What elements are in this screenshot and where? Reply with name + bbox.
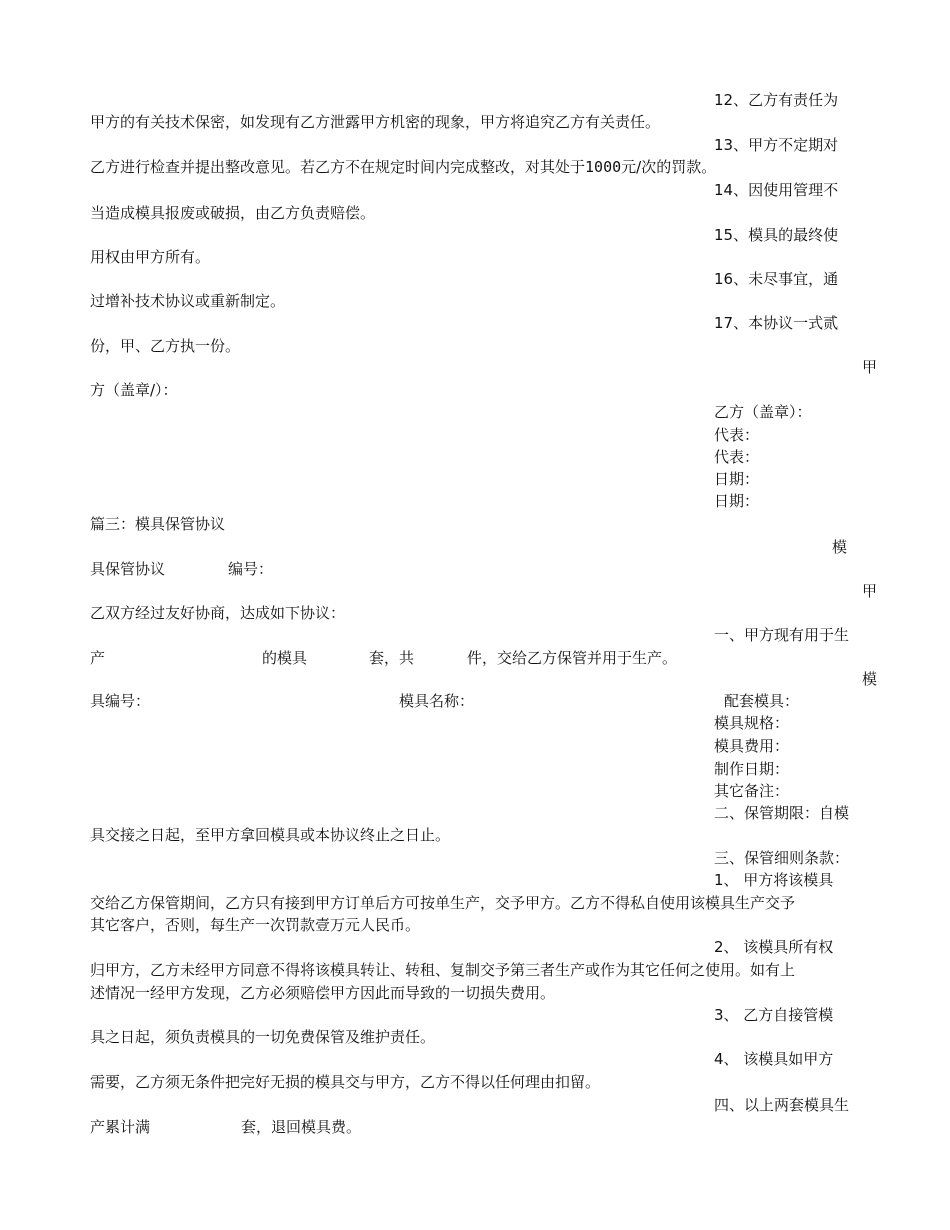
item-1-sets: 套，共	[369, 649, 415, 667]
mold-spec-label: 模具规格：	[714, 714, 790, 732]
representative-b: 代表：	[714, 448, 760, 466]
representative-a: 代表：	[714, 426, 760, 444]
item-3-heading: 三、保管细则条款：	[714, 849, 850, 867]
clause-13-heading: 13、甲方不定期对	[714, 136, 839, 154]
item-1-chan: 产	[90, 649, 106, 667]
item-2-heading: 二、保管期限：自模	[714, 804, 850, 822]
number-label: 编号：	[228, 560, 274, 578]
sub-3-text: 具之日起，须负责模具的一切免费保管及维护责任。	[90, 1028, 436, 1046]
intro-text: 乙双方经过友好协商，达成如下协议：	[90, 604, 346, 622]
item-1-molds: 的模具	[262, 649, 308, 667]
clause-16-text: 过增补技术协议或重新制定。	[90, 292, 286, 310]
item-4-text-a: 产累计满	[90, 1118, 151, 1136]
party-a-char: 甲	[862, 358, 878, 376]
sub-4-heading: 4、 该模具如甲方	[714, 1050, 834, 1068]
sub-2-heading: 2、 该模具所有权	[714, 938, 834, 956]
sub-1-text-line-2: 其它客户，否则，每生产一次罚款壹万元人民币。	[90, 916, 421, 934]
mold-mo-char: 模	[862, 670, 878, 688]
item-2-text: 具交接之日起，至甲方拿回模具或本协议终止之日止。	[90, 826, 451, 844]
mold-cost-label: 模具费用：	[714, 737, 790, 755]
clause-12-text: 甲方的有关技术保密，如发现有乙方泄露甲方机密的现象，甲方将追究乙方有关责任。	[90, 113, 661, 131]
sub-3-heading: 3、 乙方自接管模	[714, 1006, 834, 1024]
sub-1-text-line-1: 交给乙方保管期间，乙方只有接到甲方订单后方可按单生产，交予甲方。乙方不得私自使用该模具生产交予	[90, 894, 796, 912]
title-mo-char: 模	[832, 538, 848, 556]
clause-13-body: 乙方进行检查并提出整改意见。若乙方不在规定时间内完成整改，对其处于	[90, 158, 586, 176]
clause-15-heading: 15、模具的最终使	[714, 226, 839, 244]
item-4-text-b: 套，退回模具费。	[241, 1118, 362, 1136]
item-1-pieces: 件，交给乙方保管并用于生产。	[467, 649, 678, 667]
section-3-title: 篇三：模具保管协议	[90, 515, 226, 533]
mold-number-label: 具编号：	[90, 692, 151, 710]
clause-13-text	[90, 158, 716, 176]
clause-14-heading: 14、因使用管理不	[714, 181, 839, 199]
clause-17-text: 份，甲、乙方执一份。	[90, 337, 241, 355]
sub-2-text-line-2: 述情况一经甲方发现，乙方必须赔偿甲方因此而导致的一切损失费用。	[90, 984, 556, 1002]
clause-12-heading: 12、乙方有责任为	[714, 91, 839, 109]
clause-15-text: 用权由甲方所有。	[90, 248, 211, 266]
item-4-heading: 四、以上两套模具生	[714, 1096, 850, 1114]
party-a-seal: 方（盖章/）：	[90, 381, 178, 399]
date-b: 日期：	[714, 492, 760, 510]
other-notes-label: 其它备注：	[714, 782, 790, 800]
agreement-title: 具保管协议	[90, 560, 166, 578]
party-b-seal: 乙方（盖章）：	[714, 403, 812, 421]
sub-1-heading: 1、 甲方将该模具	[714, 871, 834, 889]
clause-13-amount: 1000	[585, 158, 622, 176]
clause-17-heading: 17、本协议一式贰	[714, 314, 839, 332]
clause-14-text: 当造成模具报废或破损，由乙方负责赔偿。	[90, 204, 376, 222]
sub-2-text-line-1: 归甲方，乙方未经甲方同意不得将该模具转让、转租、复制交予第三者生产或作为其它任何之使用。如有上	[90, 961, 796, 979]
made-date-label: 制作日期：	[714, 760, 790, 778]
mold-name-label: 模具名称：	[399, 692, 475, 710]
item-1-heading: 一、甲方现有用于生	[714, 626, 850, 644]
clause-13-tail: 元/次的罚款。	[621, 158, 717, 176]
matching-molds-label: 配套模具：	[724, 692, 800, 710]
date-a: 日期：	[714, 470, 760, 488]
intro-jia-char: 甲	[862, 582, 878, 600]
clause-16-heading: 16、未尽事宜，通	[714, 270, 839, 288]
sub-4-text: 需要，乙方须无条件把完好无损的模具交与甲方，乙方不得以任何理由扣留。	[90, 1073, 601, 1091]
